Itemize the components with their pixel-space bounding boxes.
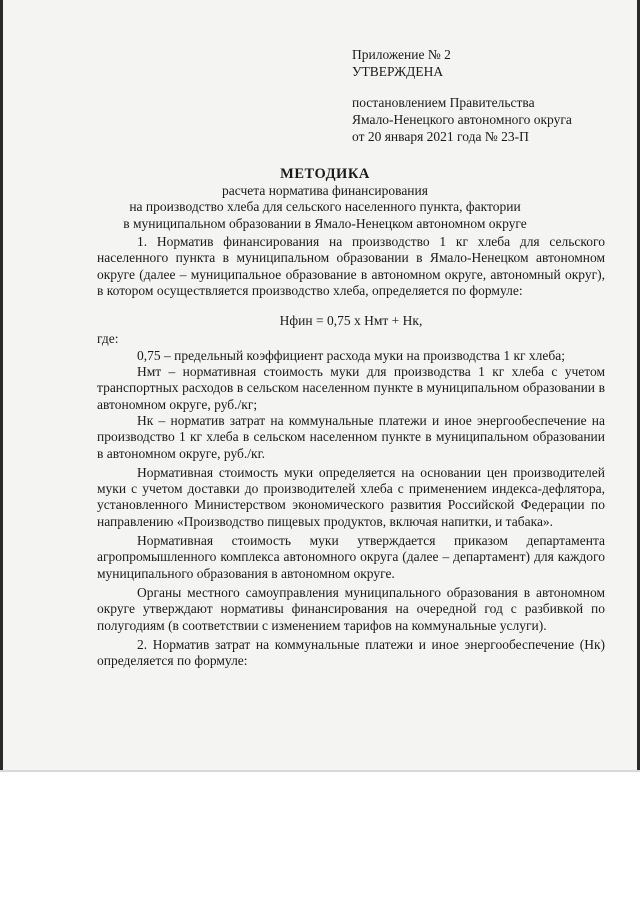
- resolution-date-line: от 20 января 2021 года № 23-П: [352, 129, 529, 144]
- document-body: [97, 234, 605, 669]
- scan-edge-left: [0, 0, 3, 772]
- document-title: [90, 166, 560, 232]
- government-line: Ямало-Ненецкого автономного округа: [352, 112, 572, 127]
- paragraph-local-authorities: Органы местного самоуправления муниципального образования в автономном округе утверждают нормативы финансирования на очередной год с разбивкой по полугодиям (в соответствии с изменением тарифов на коммунальные услуги).: [97, 584, 605, 633]
- definition-nmt: Нмт – нормативная стоимость муки для производства 1 кг хлеба с учетом транспортных расходов в сельском населенном пункте в муниципальном образовании в автономном округе, руб./кг;: [97, 364, 605, 412]
- paragraph-2: 2. Норматив затрат на коммунальные платежи и иное энергообеспечение (Нк) определяется по формуле:: [97, 636, 605, 669]
- resolution-line: постановлением Правительства: [352, 95, 535, 110]
- title-sub-3: в муниципальном образовании в Ямало-Ненецком автономном округе: [123, 215, 527, 231]
- approved-label: УТВЕРЖДЕНА: [352, 64, 444, 79]
- formula-1: Нфин = 0,75 х Нмт + Нк,: [279, 313, 423, 329]
- definition-coefficient: 0,75 – предельный коэффициент расхода муки на производства 1 кг хлеба;: [137, 347, 566, 363]
- definition-nk: Нк – норматив затрат на коммунальные платежи и иное энергообеспечение на производство 1 кг хлеба в сельском населенном пункте в муниципальном образовании в автономном округе, руб./кг.: [97, 412, 605, 461]
- blank-margin: [0, 772, 640, 905]
- paragraph-approval: Нормативная стоимость муки утверждается приказом департамента агропромышленного комплекса автономного округа (далее – департамент) для каждого муниципального образования в автономном округе.: [97, 533, 605, 581]
- appendix-approval-block: [352, 46, 572, 145]
- paragraph-1: 1. Норматив финансирования на производство 1 кг хлеба для сельского населенного пункта в муниципальном образовании в Ямало-Ненецком автономном округе (далее – муниципальное образование в автономном округе, автономный округ), в котором осуществляется производство хлеба, определяется по формуле:: [97, 234, 605, 298]
- where-label: где:: [97, 331, 119, 347]
- title-main: МЕТОДИКА: [280, 166, 370, 182]
- title-sub-1: расчета норматива финансирования: [222, 182, 428, 198]
- title-sub-2: на производство хлеба для сельского населенного пункта, фактории: [129, 199, 521, 214]
- paragraph-flour-cost: Нормативная стоимость муки определяется на основании цен производителей муки с учетом доставки до производителей хлеба с применением индекса-дефлятора, установленного Министерством экономического развития Российской Федерации по направлению «Производство пищевых продуктов, включая напитки, и табака».: [97, 464, 605, 529]
- appendix-number: Приложение № 2: [352, 47, 451, 62]
